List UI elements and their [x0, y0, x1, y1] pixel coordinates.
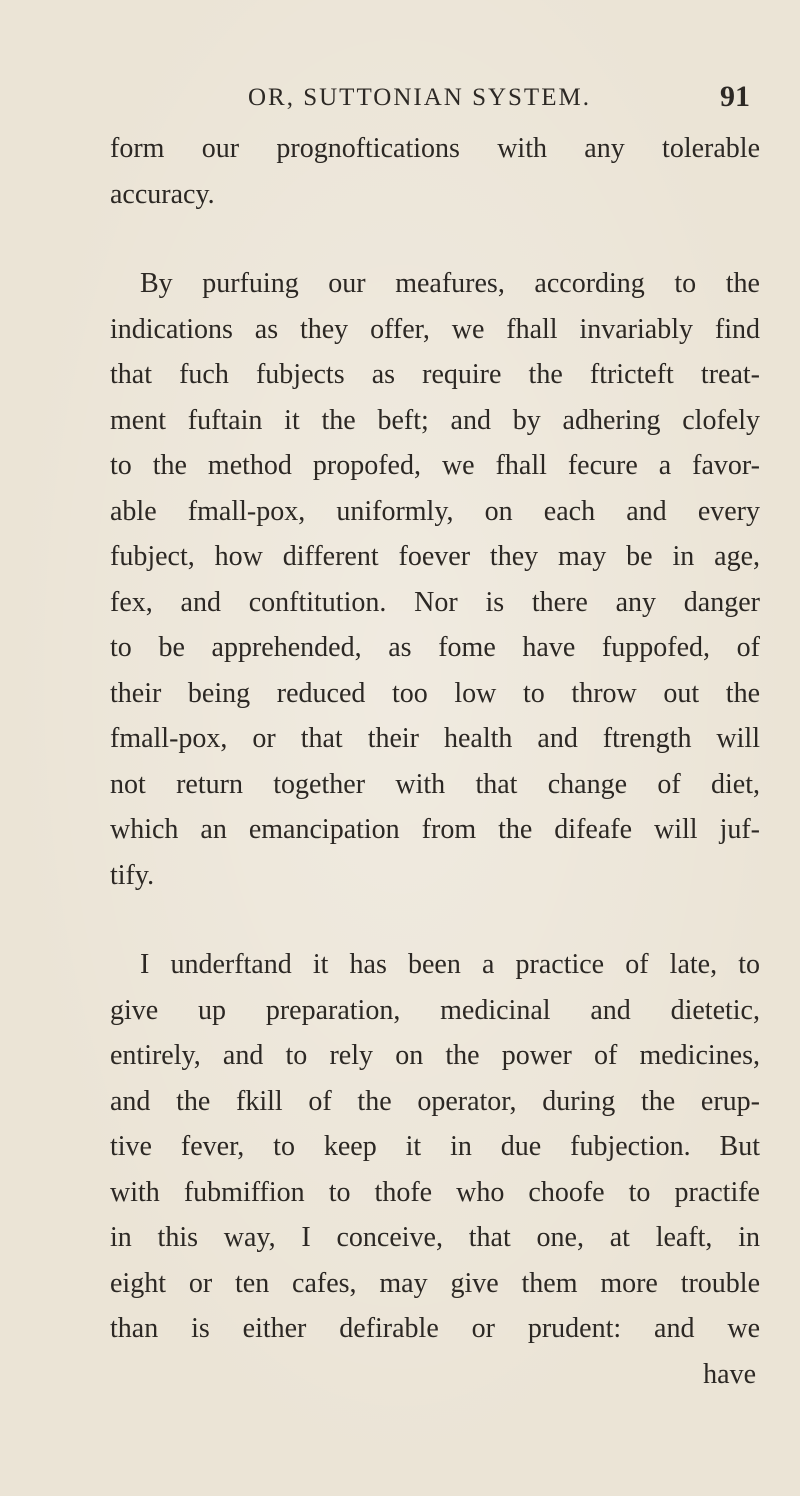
text-line: with fubmiffion to thofe who choofe to practife: [110, 1176, 760, 1208]
paragraph-3: [110, 942, 760, 1352]
text-line: to the method propofed, we fhall fecure a favor-: [110, 450, 760, 481]
text-line: entirely, and to rely on the power of medicines,: [110, 1040, 760, 1071]
text-line: ment fuftain it the beft; and by adhering clofely: [110, 404, 760, 436]
text-line: eight or ten cafes, may give them more trouble: [110, 1267, 760, 1299]
text-line: By purfuing our meafures, according to the: [140, 268, 760, 299]
text-line: I underftand it has been a practice of late, to: [140, 949, 760, 980]
text-line: not return together with that change of diet,: [110, 768, 760, 800]
text-line: fex, and conftitution. Nor is there any danger: [110, 586, 760, 618]
catchword: have: [703, 1358, 756, 1390]
text-line: give up preparation, medicinal and dietetic,: [110, 994, 760, 1026]
text-line: that fuch fubjects as require the ftricteft treat-: [110, 359, 760, 390]
text-line: fmall-pox, or that their health and ftrength will: [110, 723, 760, 754]
paragraph-1: [110, 126, 760, 217]
body-text: [110, 126, 760, 1397]
text-line: to be apprehended, as fome have fuppofed, of: [110, 632, 760, 663]
text-line: in this way, I conceive, that one, at leaft, in: [110, 1222, 760, 1253]
text-line: than is either defirable or prudent: and we: [110, 1313, 760, 1344]
text-line: which an emancipation from the difeafe will juf-: [110, 814, 760, 845]
running-head: OR, SUTTONIAN SYSTEM.: [248, 84, 591, 111]
text-line: tify.: [110, 859, 155, 891]
page-number: 91: [720, 80, 750, 113]
text-line: and the fkill of the operator, during the erup-: [110, 1085, 760, 1117]
text-line: tive fever, to keep it in due fubjection. But: [110, 1131, 760, 1162]
text-line: form our prognoftications with any tolerable: [110, 133, 760, 164]
text-line: fubject, how different foever they may be in age,: [110, 541, 760, 572]
text-line: their being reduced too low to throw out the: [110, 677, 760, 709]
text-line: indications as they offer, we fhall invariably find: [110, 313, 760, 345]
paragraph-2: [110, 261, 760, 898]
text-line: accuracy.: [110, 178, 215, 210]
text-line: able fmall-pox, uniformly, on each and every: [110, 495, 760, 527]
